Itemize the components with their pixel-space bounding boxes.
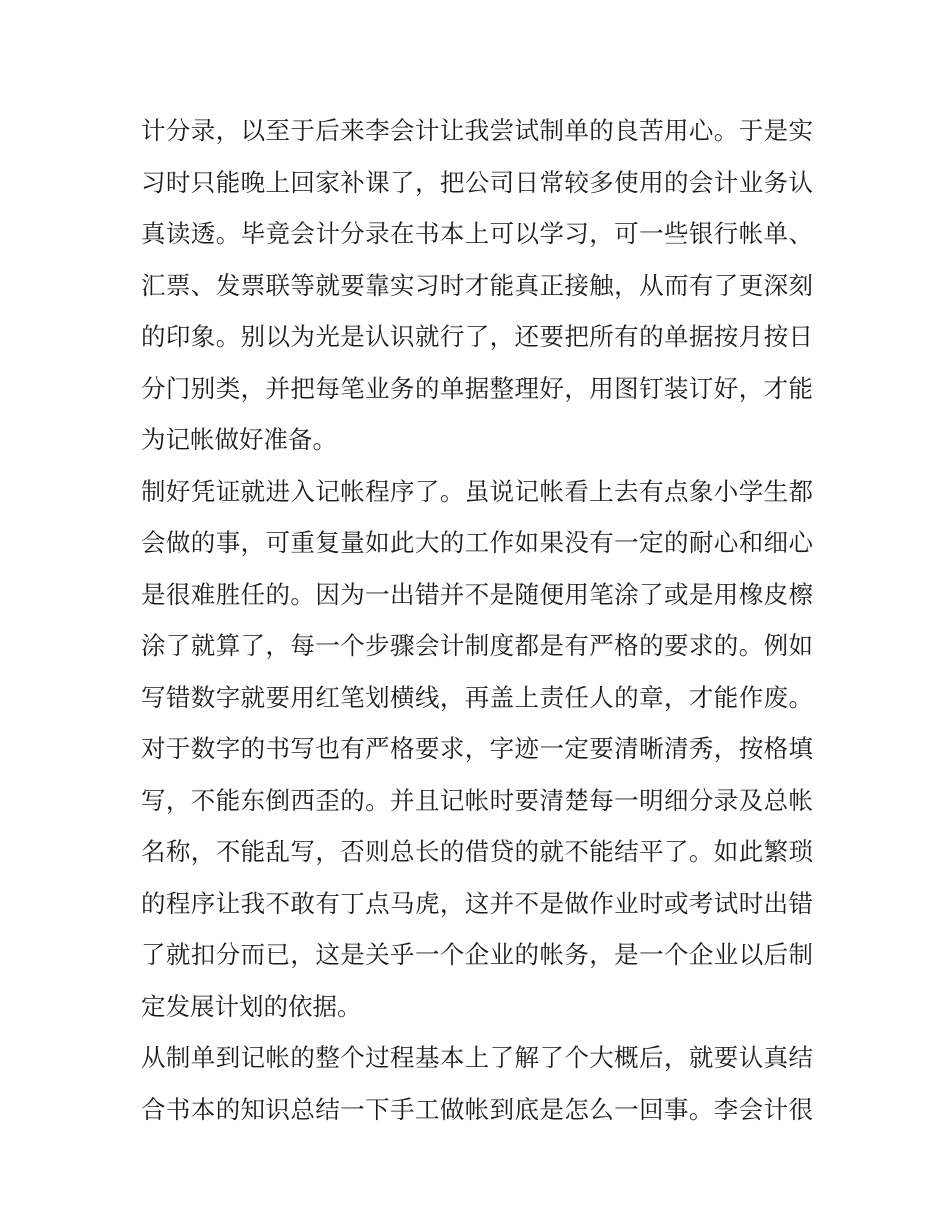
text-line: 的印象。别以为光是认识就行了，还要把所有的单据按月按日 — [141, 322, 813, 351]
text-line: 涂了就算了，每一个步骤会计制度都是有严格的要求的。例如 — [141, 631, 813, 660]
text-line: 分门别类，并把每笔业务的单据整理好，用图钉装订好，才能 — [141, 373, 813, 403]
text-line: 名称，不能乱写，否则总长的借贷的就不能结平了。如此繁琐 — [141, 837, 813, 866]
text-line: 汇票、发票联等就要靠实习时才能真正接触，从而有了更深刻 — [141, 270, 813, 300]
text-line: 计分录，以至于后来李会计让我尝试制单的良苦用心。于是实 — [141, 116, 813, 145]
text-line: 了就扣分而已，这是关乎一个企业的帐务，是一个企业以后制 — [141, 940, 813, 969]
text-line: 定发展计划的依据。 — [141, 991, 362, 1021]
text-line: 的程序让我不敢有丁点马虎，这并不是做作业时或考试时出错 — [141, 888, 813, 918]
document-body — [141, 105, 813, 1135]
text-line: 写错数字就要用红笔划横线，再盖上责任人的章，才能作废。 — [141, 682, 813, 712]
text-line: 写，不能东倒西歪的。并且记帐时要清楚每一明细分录及总帐 — [141, 785, 813, 815]
text-line: 从制单到记帐的整个过程基本上了解了个大概后，就要认真结 — [141, 1043, 813, 1072]
text-line: 习时只能晚上回家补课了，把公司日常较多使用的会计业务认 — [141, 167, 813, 197]
text-line: 为记帐做好准备。 — [141, 425, 337, 454]
text-line: 对于数字的书写也有严格要求，字迹一定要清晰清秀，按格填 — [141, 734, 813, 763]
text-line: 会做的事，可重复量如此大的工作如果没有一定的耐心和细心 — [141, 528, 813, 557]
text-line: 是很难胜任的。因为一出错并不是随便用笔涂了或是用橡皮檫 — [141, 579, 813, 609]
text-line: 合书本的知识总结一下手工做帐到底是怎么一回事。李会计很 — [141, 1094, 813, 1124]
text-line: 真读透。毕竟会计分录在书本上可以学习，可一些银行帐单、 — [141, 219, 813, 248]
paragraph-3 — [141, 1032, 813, 1135]
paragraph-2 — [141, 466, 813, 1033]
text-line: 制好凭证就进入记帐程序了。虽说记帐看上去有点象小学生都 — [141, 476, 813, 506]
paragraph-1 — [141, 105, 813, 466]
